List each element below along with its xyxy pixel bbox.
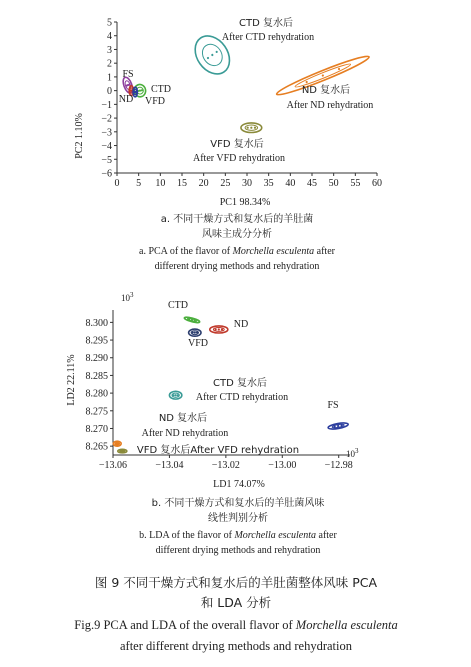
caption-b-cn-2: 线性判别分析 (208, 513, 268, 524)
x-tick-label: 35 (263, 178, 274, 189)
x-tick-label: −13.02 (211, 460, 240, 471)
lda-label-ctd-rehyd-cn: CTD 复水后 (213, 378, 267, 389)
lda-exponent-top: $10^3$ (121, 291, 134, 303)
x-tick-label: 10 (155, 178, 166, 189)
group-ellipse (189, 329, 201, 336)
group-ellipse (328, 422, 349, 430)
lda-label-nd-rehyd-cn: ND 复水后 (158, 413, 208, 424)
data-point (211, 53, 214, 56)
pca-label-nd-rehyd-en: After ND rehydration (286, 100, 374, 111)
group-ellipse (210, 326, 228, 333)
x-tick-label: −13.04 (155, 460, 184, 471)
caption-a-cn-2: 风味主成分分析 (202, 229, 272, 240)
x-tick-label: 15 (177, 178, 187, 189)
data-point (177, 394, 179, 396)
x-tick-label: 20 (198, 178, 209, 189)
x-tick-label: −13.06 (98, 460, 128, 471)
y-tick-label: 8.265 (85, 441, 108, 453)
lda-x-label: LD1 74.07% (213, 479, 265, 490)
y-tick-label: 1 (107, 72, 112, 84)
lda-exponent-right: $10^3$ (346, 447, 359, 459)
data-point (338, 68, 341, 71)
y-tick-label: 8.300 (85, 317, 108, 329)
data-point (194, 332, 196, 334)
y-tick-label: 4 (107, 31, 112, 43)
x-tick-label: 25 (220, 178, 231, 189)
data-point (321, 74, 324, 77)
caption-b-en-2: different drying methods and rehydration (155, 545, 321, 556)
y-tick-label: 8.280 (85, 388, 108, 400)
figure-caption-cn-2: 和 LDA 分析 (200, 595, 272, 610)
y-tick-label: −6 (101, 168, 112, 180)
figure-caption-en-1: Fig.9 PCA and LDA of the overall flavor of Morchella esculenta (74, 618, 398, 632)
lda-label-nd-rehyd-en: After ND rehydration (141, 428, 229, 439)
group-ellipse (169, 391, 181, 399)
data-point (250, 127, 252, 129)
data-point (192, 332, 194, 334)
lda-label-nd: ND (233, 319, 249, 330)
figure-caption-cn-1: 图 9 不同干燥方式和复水后的羊肚菌整体风味 PCA (94, 575, 378, 590)
y-tick-label: 8.275 (85, 406, 108, 418)
pca-label-vfd: VFD (144, 96, 166, 107)
x-tick-label: 50 (328, 178, 339, 189)
data-point (247, 127, 249, 129)
lda-label-ctd: CTD (168, 300, 188, 311)
y-tick-label: −2 (101, 113, 112, 125)
lda-label-vfd-rehyd: VFD 复水后After VFD rehydration (136, 445, 300, 456)
data-point (218, 328, 220, 330)
caption-b-cn-1: b. 不同干燥方式和复水后的羊肚菌风味 (151, 498, 325, 509)
y-tick-label: −1 (101, 99, 112, 111)
y-tick-label: 0 (107, 86, 112, 98)
data-point (172, 394, 174, 396)
y-tick-label: 3 (107, 44, 112, 56)
pca-x-label: PC1 98.34% (219, 197, 271, 208)
data-point (215, 50, 218, 53)
data-point (135, 91, 137, 93)
data-point (118, 443, 120, 445)
pca-y-label: PC2 1.10% (74, 113, 85, 159)
group-ellipse (184, 316, 200, 324)
data-point (206, 56, 209, 59)
y-tick-label: 2 (107, 58, 112, 70)
x-tick-label: 55 (350, 178, 361, 189)
data-point (221, 328, 223, 330)
x-tick-label: 0 (114, 178, 120, 189)
pca-label-vfd-rehyd-en: After VFD rehydration (192, 153, 286, 164)
x-tick-label: 30 (242, 178, 252, 189)
x-tick-label: 60 (372, 178, 382, 189)
data-point (305, 81, 308, 84)
y-tick-label: −4 (101, 141, 112, 153)
y-tick-label: 8.270 (85, 423, 108, 435)
x-tick-label: 45 (307, 178, 317, 189)
group-ellipse (118, 449, 127, 453)
x-tick-label: −12.98 (324, 460, 353, 471)
pca-label-ctd: CTD (151, 84, 171, 95)
y-tick-label: 8.290 (85, 353, 108, 365)
y-tick-label: 8.295 (85, 335, 108, 347)
pca-label-nd: ND (118, 94, 134, 105)
pca-label-fs: FS (122, 69, 134, 80)
pca-label-ctd-rehyd-cn: CTD 复水后 (239, 18, 293, 29)
x-tick-label: 40 (285, 178, 296, 189)
pca-label-ctd-rehyd-en: After CTD rehydration (221, 32, 315, 43)
y-tick-label: −3 (101, 127, 112, 139)
x-tick-label: −13.00 (268, 460, 297, 471)
lda-y-label: LD2 22.11% (66, 354, 77, 406)
data-point (254, 127, 256, 129)
pca-label-vfd-rehyd-cn: VFD 复水后 (210, 139, 264, 150)
y-tick-label: −5 (101, 154, 112, 166)
caption-a-en-1: a. PCA of the flavor of Morchella esculenta after (139, 246, 335, 257)
lda-label-vfd: VFD (187, 338, 209, 349)
caption-a-cn-1: a. 不同干燥方式和复水后的羊肚菌 (160, 214, 314, 225)
data-point (139, 89, 142, 92)
caption-b-en-1: b. LDA of the flavor of Morchella esculenta after (139, 530, 337, 541)
group-ellipse (113, 441, 121, 446)
figure-caption-en-2: after different drying methods and rehydration (120, 639, 352, 653)
y-tick-label: 8.285 (85, 370, 108, 382)
lda-label-fs: FS (327, 400, 339, 411)
pca-label-nd-rehyd-cn: ND 复水后 (301, 85, 351, 96)
data-point (215, 328, 217, 330)
x-tick-label: 5 (136, 178, 142, 189)
data-point (123, 450, 125, 452)
y-tick-label: 5 (107, 17, 112, 29)
group-ellipse (241, 123, 262, 133)
data-point (175, 394, 177, 396)
data-point (196, 332, 198, 334)
lda-label-ctd-rehyd-en: After CTD rehydration (195, 392, 289, 403)
caption-a-en-2: different drying methods and rehydration (154, 261, 320, 272)
